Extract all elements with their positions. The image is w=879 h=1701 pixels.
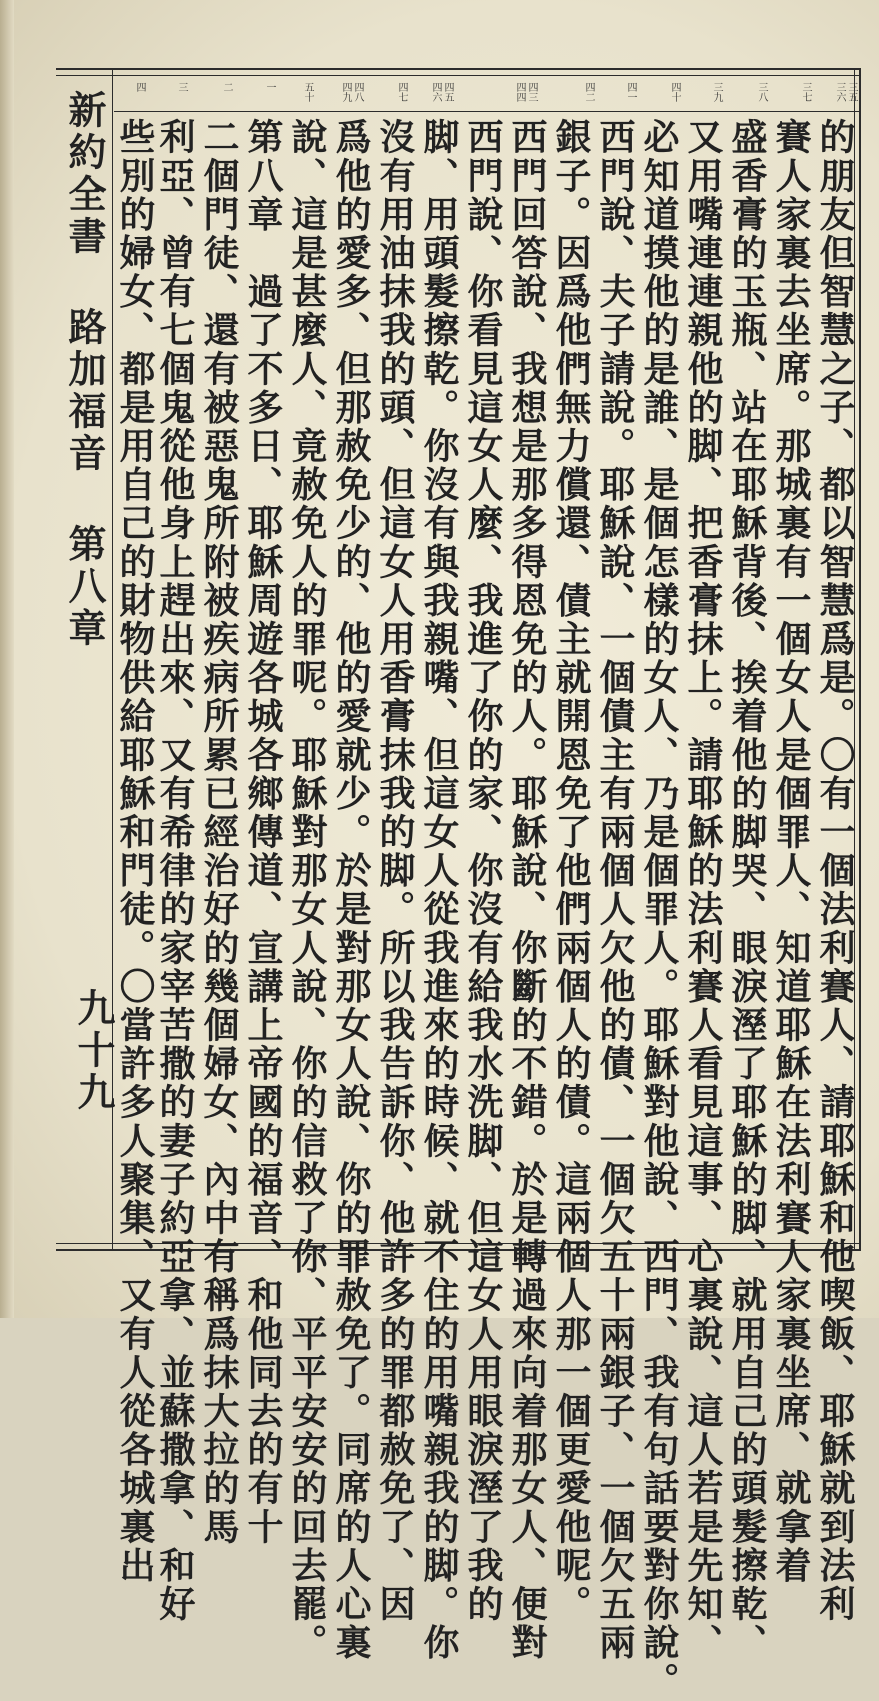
text-column: 又用嘴連連親他的脚、把香膏抹上。請耶穌的法利賽人看見這事、心裏說、這人若是先知、 (682, 118, 724, 1662)
text-column: 說、這是甚麼人、竟赦免人的罪呢。耶穌對那女人說、你的信救了你、平平安安的回去罷。 (286, 118, 328, 1662)
verse-number: 四一 (625, 82, 636, 102)
verse-number: 四八 (352, 82, 363, 102)
verse-number: 三六 (834, 82, 845, 102)
book-spine (0, 0, 14, 1318)
verse-number: 四 (134, 82, 145, 92)
verse-number: 四五 (442, 82, 453, 102)
chapter-heading-column: 第八章 過了不多日、耶穌周遊各城各鄉傳道、宣講上帝國的福音、和他同去的有十 (242, 118, 284, 1547)
verse-number: 三八 (756, 82, 767, 102)
text-frame (56, 68, 861, 1701)
verse-number: 一 (264, 82, 275, 92)
text-column: 西門回答說、我想是那多得恩免的人。耶穌說、你斷的不錯。於是轉過來向着那女人、便對 (506, 118, 548, 1662)
text-column: 二個門徒、還有被惡鬼所附被疾病所累已經治好的幾個婦女、內中有稱爲抹大拉的馬 (198, 118, 240, 1547)
verse-number: 三 (176, 82, 187, 92)
text-column: 爲他的愛多、但那赦免少的、他的愛就少。於是對那女人說、你的罪赦免了。同席的人心裏 (330, 118, 372, 1662)
verse-number: 五十 (302, 82, 313, 102)
running-header-title: 新約全書 路加福音 第八章 (62, 90, 107, 650)
text-column: 利亞、曾有七個鬼從他身上趕出來、又有希律的家宰苦撒的妻子約亞拿、並蘇撒拿、和好 (154, 118, 196, 1624)
verse-number: 四二 (583, 82, 594, 102)
verse-number: 四三 (526, 82, 537, 102)
verse-number: 二 (221, 82, 232, 92)
text-column: 賽人家裏去坐席。那城裏有一個女人是個罪人、知道耶穌在法利賽人家裏坐席、就拿着 (770, 118, 812, 1585)
text-column: 的朋友但智慧之子、都以智慧爲是。〇有一個法利賽人、請耶穌和他喫飯、耶穌就到法利 (814, 118, 856, 1624)
verse-number: 三七 (800, 82, 811, 102)
text-column: 沒有用油抹我的頭、但這女人用香膏抹我的脚。所以我告訴你、他許多的罪都赦免了、因 (374, 118, 416, 1624)
text-column: 西門說、夫子請說。耶穌說、一個債主有兩個人欠他的債、一個欠五十兩銀子、一個欠五兩 (594, 118, 636, 1662)
text-column: 西門說、你看見這女人麼、我進了你的家、你沒有給我水洗脚、但這女人用眼淚溼了我的 (462, 118, 504, 1624)
verse-number: 四十 (669, 82, 680, 102)
verse-number: 四六 (430, 82, 441, 102)
text-column: 些別的婦女、都是用自己的財物供給耶穌和門徒。〇當許多人聚集、又有人從各城裏出 (114, 118, 156, 1585)
verse-number: 四七 (396, 82, 407, 102)
top-rule (56, 68, 861, 76)
verse-number: 三五 (846, 82, 857, 102)
text-column: 必知道摸他的是誰、是個怎樣的女人、乃是個罪人。耶穌對他說、西門、我有句話要對你說。 (638, 118, 680, 1701)
verse-number: 四九 (340, 82, 351, 102)
verse-number-rule (114, 111, 861, 112)
verse-number: 三九 (711, 82, 722, 102)
text-column: 銀子。因爲他們無力償還、債主就開恩免了他們兩個人的債。這兩個人那一個更愛他呢。 (550, 118, 592, 1624)
text-column: 脚、用頭髮擦乾。你沒有與我親嘴、但這女人從我進來的時候、就不住的用嘴親我的脚。你 (418, 118, 460, 1662)
page-number: 九十九 (71, 988, 116, 1114)
text-column: 盛香膏的玉瓶、站在耶穌背後、挨着他的脚哭、眼淚溼了耶穌的脚、就用自己的頭髮擦乾、 (726, 118, 768, 1662)
verse-number: 四四 (514, 82, 525, 102)
